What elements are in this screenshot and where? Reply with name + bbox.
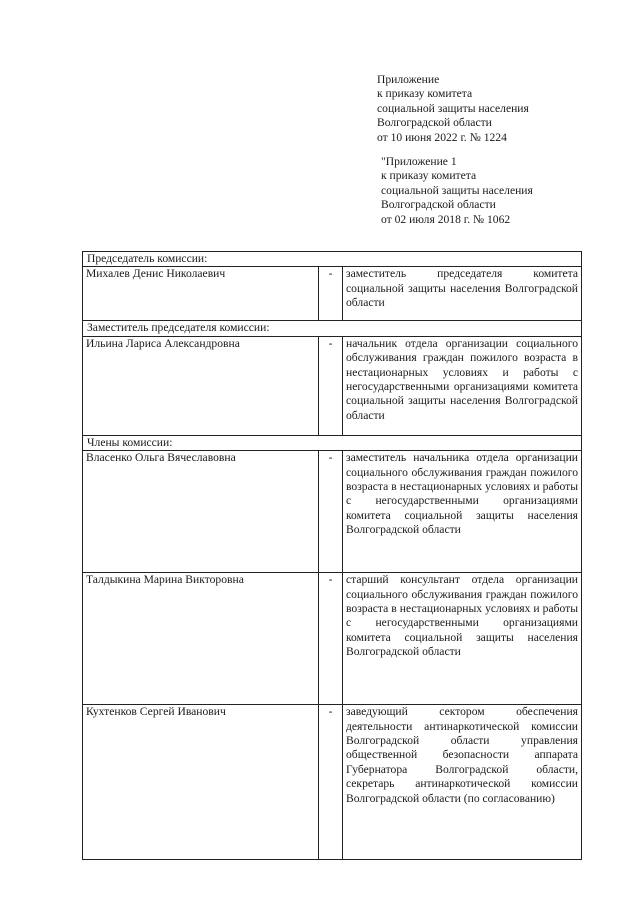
appendix-order-ref: к приказу комитета <box>377 87 473 101</box>
appendix-date-number: от 10 июня 2022 г. № 1224 <box>377 130 507 144</box>
member-dash: - <box>319 267 343 321</box>
section-row-deputy <box>83 321 582 336</box>
member-role: начальник отдела организации социального обслуживания граждан пожилого возраста в нестационарных условиях и работы с негосударственными организациями комитета социальной защиты населения Волгоградской области <box>343 336 582 435</box>
member-row <box>83 267 582 321</box>
original-appendix-order-ref: к приказу комитета <box>381 169 477 183</box>
original-appendix-header <box>381 155 611 227</box>
appendix-header <box>377 73 607 145</box>
member-role: заведующий сектором обеспечения деятельности антинаркотической комиссии Волгоградской области управления общественной безопасности аппарата Губернатора Волгоградской области, секретарь антинаркотической комиссии Волгоградской области (по согласованию) <box>343 705 582 860</box>
original-appendix-region: Волгоградской области <box>381 198 496 212</box>
member-row <box>83 336 582 435</box>
section-label-deputy: Заместитель председателя комиссии: <box>83 321 582 336</box>
appendix-region: Волгоградской области <box>377 116 492 130</box>
member-role: заместитель председателя комитета социальной защиты населения Волгоградской области <box>343 267 582 321</box>
member-dash: - <box>319 451 343 573</box>
section-row-members <box>83 435 582 450</box>
appendix-committee: социальной защиты населения <box>377 101 529 115</box>
original-appendix-committee: социальной защиты населения <box>381 183 533 197</box>
member-role: старший консультант отдела организации социального обслуживания граждан пожилого возраста в нестационарных условиях и работы с негосударственными организациями комитета социальной защиты населения Волгоградской области <box>343 573 582 705</box>
appendix-title: Приложение <box>377 73 440 86</box>
member-name: Кухтенков Сергей Иванович <box>83 705 319 860</box>
member-name: Михалев Денис Николаевич <box>83 267 319 321</box>
member-dash: - <box>319 705 343 860</box>
member-dash: - <box>319 573 343 705</box>
section-label-members: Члены комиссии: <box>83 435 582 450</box>
member-name: Талдыкина Марина Викторовна <box>83 573 319 705</box>
member-name: Ильина Лариса Александровна <box>83 336 319 435</box>
member-role: заместитель начальника отдела организации социального обслуживания граждан пожилого возраста в нестационарных условиях и работы с негосударственными организациями комитета социальной защиты населения Волгоградской области <box>343 451 582 573</box>
section-label-chair: Председатель комиссии: <box>83 252 582 267</box>
member-row <box>83 451 582 573</box>
section-row-chair <box>83 252 582 267</box>
original-appendix-date-number: от 02 июля 2018 г. № 1062 <box>381 212 511 226</box>
member-row <box>83 705 582 860</box>
member-dash: - <box>319 336 343 435</box>
commission-roster-table <box>82 251 582 860</box>
member-name: Власенко Ольга Вячеславовна <box>83 451 319 573</box>
member-row <box>83 573 582 705</box>
original-appendix-title: "Приложение 1 <box>381 155 457 168</box>
